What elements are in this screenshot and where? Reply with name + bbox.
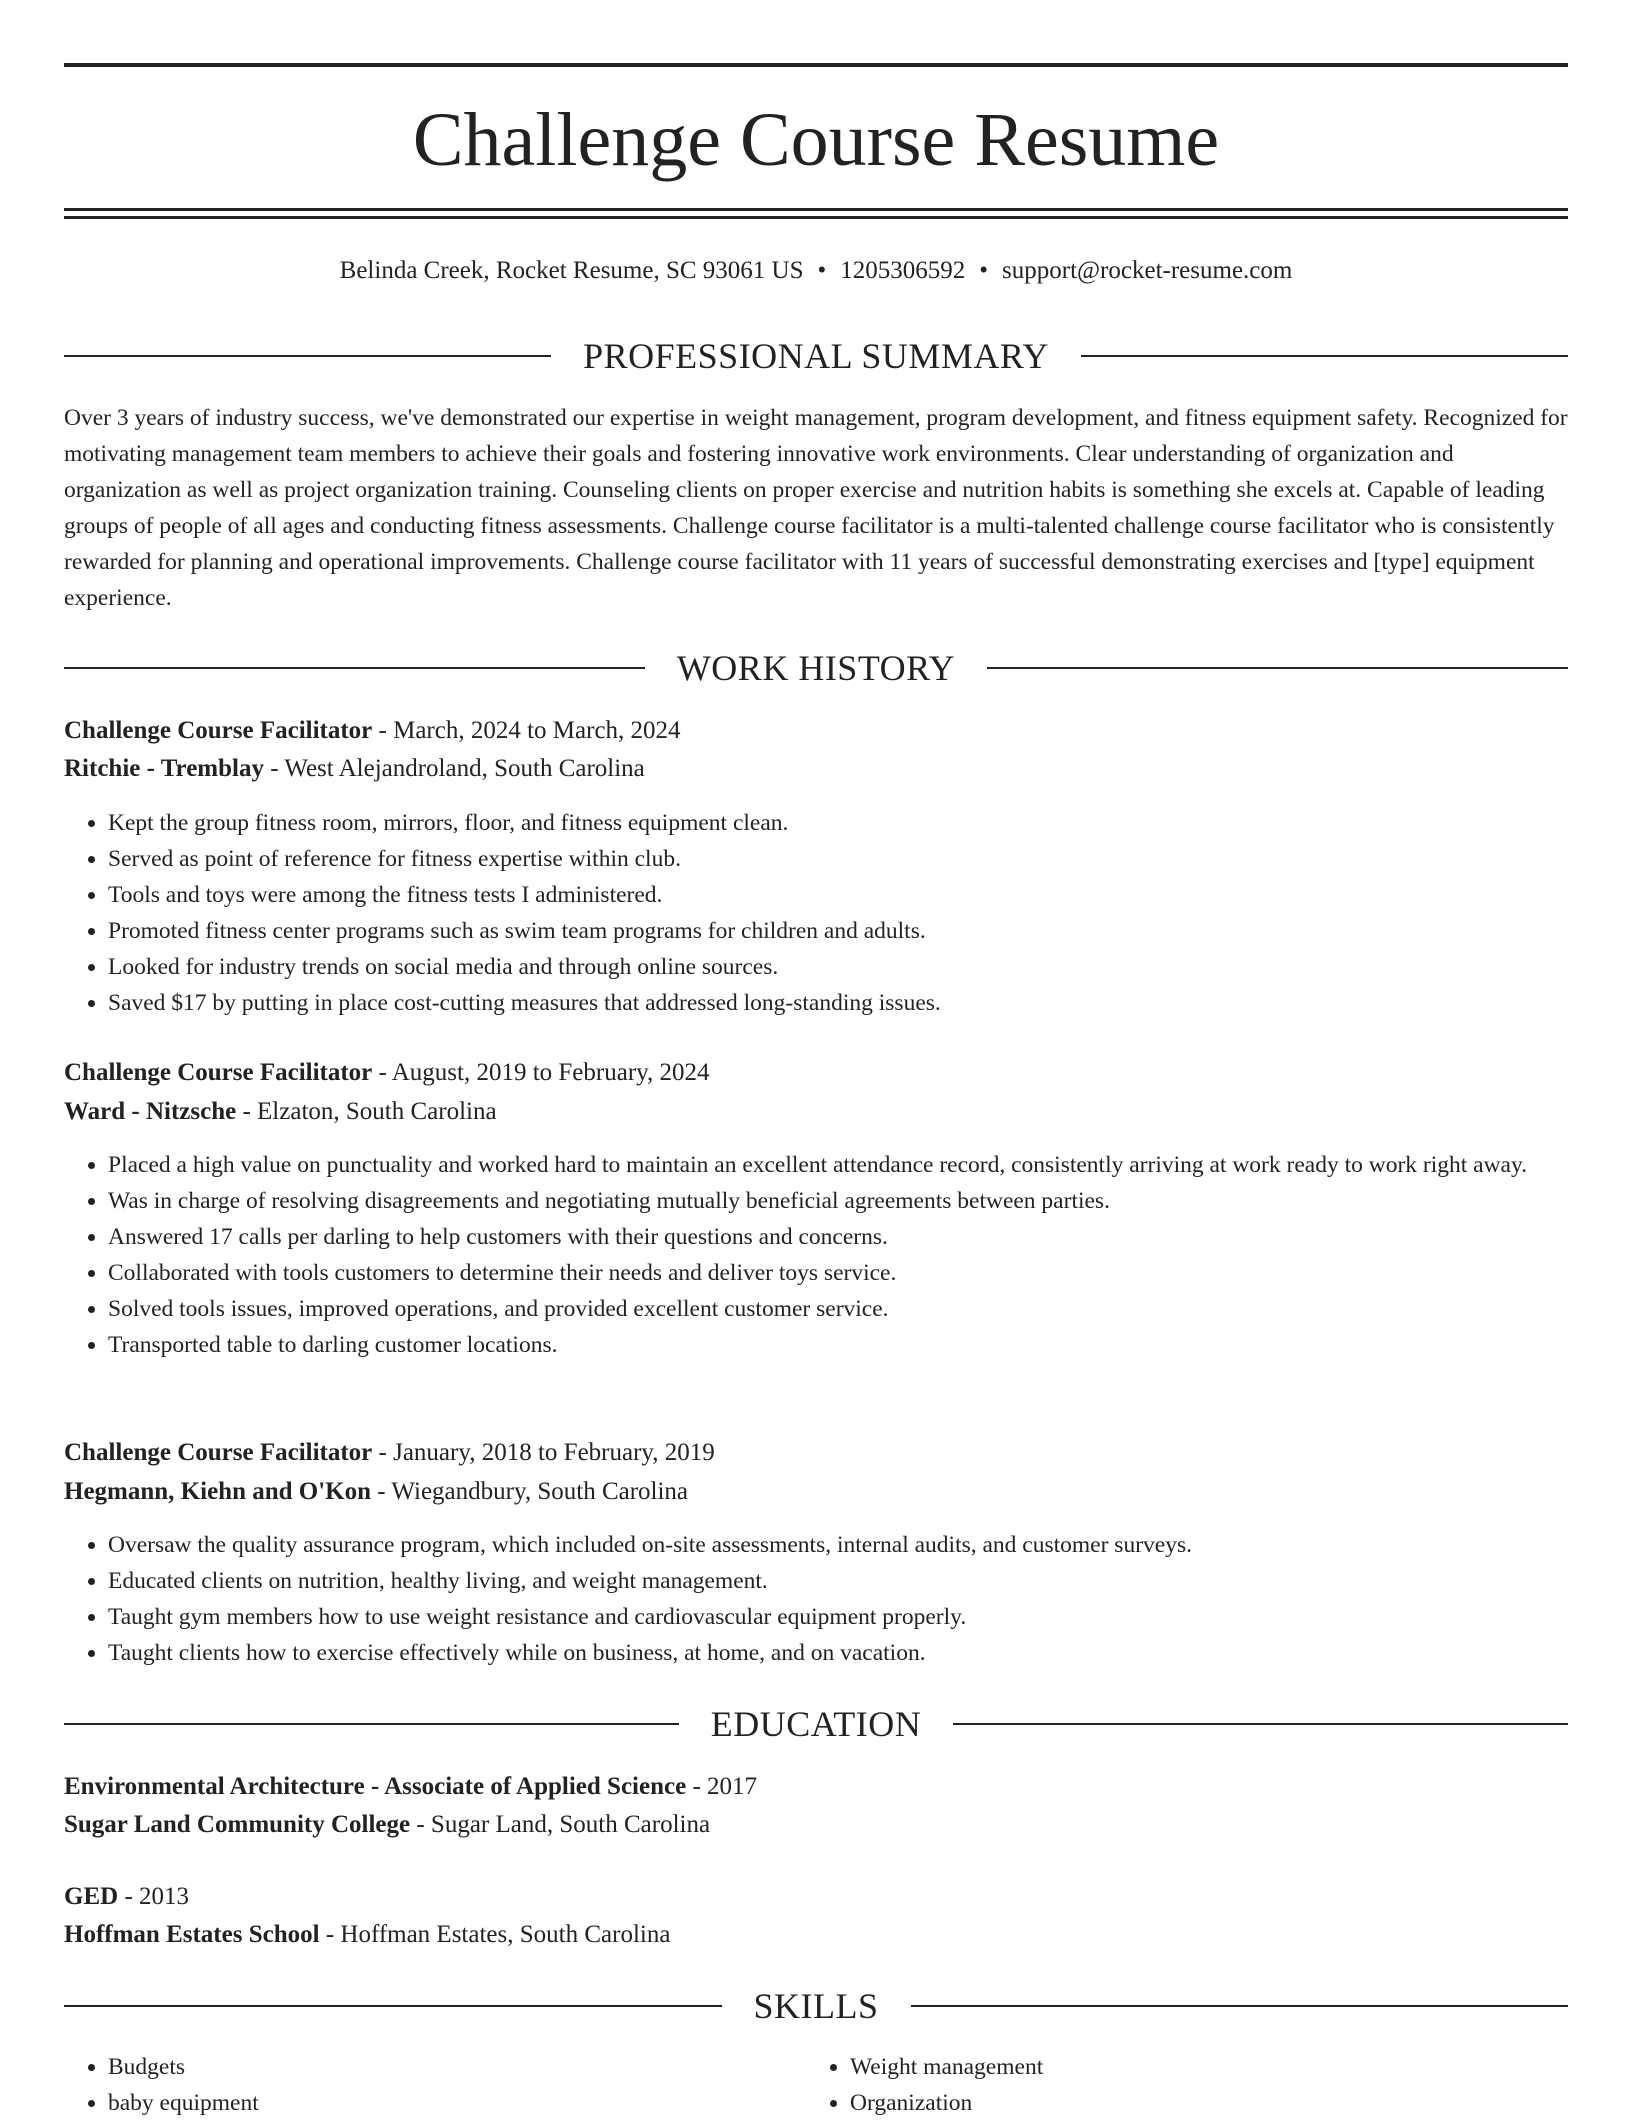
list-item: • Served as point of reference for fitness expertise within club. xyxy=(108,841,1568,877)
contact-line xyxy=(64,254,1568,288)
heading-rule xyxy=(953,1723,1568,1725)
job-location: - Wiegandbury, South Carolina xyxy=(371,1478,689,1505)
job-dates: - August, 2019 to February, 2024 xyxy=(372,1059,710,1086)
skill-item: • Weight management xyxy=(850,2049,1568,2085)
heading-rule xyxy=(987,667,1568,669)
list-item: • Educated clients on nutrition, healthy living, and weight management. xyxy=(108,1563,1568,1599)
school-location: - Hoffman Estates, South Carolina xyxy=(319,1921,671,1948)
job-title: Challenge Course Facilitator xyxy=(64,1059,373,1086)
job-title-line xyxy=(64,1056,1568,1090)
job-dates: - January, 2018 to February, 2019 xyxy=(372,1439,715,1466)
job-company: Ward - Nitzsche xyxy=(64,1098,237,1125)
school-line xyxy=(64,1918,1568,1952)
skill-item: • Budgets xyxy=(108,2049,806,2085)
list-item: • Placed a high value on punctuality and worked hard to maintain an excellent attendance record, consistently arriving at work ready to work right away. xyxy=(108,1147,1568,1183)
school: Sugar Land Community College xyxy=(64,1811,411,1838)
job-title: Challenge Course Facilitator xyxy=(64,717,373,744)
list-item: • Oversaw the quality assurance program, which included on-site assessments, internal audits, and customer surveys. xyxy=(108,1527,1568,1563)
heading-rule xyxy=(64,667,645,669)
degree-year: - 2013 xyxy=(118,1883,190,1910)
heading-rule xyxy=(64,1723,679,1725)
work-heading xyxy=(64,646,1568,690)
skills-list-left xyxy=(64,2049,806,2121)
list-item: • Tools and toys were among the fitness tests I administered. xyxy=(108,877,1568,913)
school-line xyxy=(64,1808,1568,1842)
degree: GED xyxy=(64,1883,119,1910)
skills-heading-label: SKILLS xyxy=(753,1986,879,2026)
list-item: • Collaborated with tools customers to determine their needs and deliver toys service. xyxy=(108,1255,1568,1291)
degree-line xyxy=(64,1880,1568,1914)
title-rule-lower xyxy=(64,216,1568,219)
job-company-line xyxy=(64,1475,1568,1509)
skills-heading xyxy=(64,1984,1568,2028)
job-title-line xyxy=(64,714,1568,748)
job-company: Hegmann, Kiehn and O'Kon xyxy=(64,1478,372,1505)
contact-phone: 1205306592 xyxy=(840,257,966,284)
heading-rule xyxy=(64,355,551,357)
job-title: Challenge Course Facilitator xyxy=(64,1439,373,1466)
summary-text: Over 3 years of industry success, we've demonstrated our expertise in weight management, program development, and fitness equipment safety. Recognized for motivating management team members to achieve their goals and fostering innovative work environments. Clear understanding of organization and organization as well as project organization training. Counseling clients on proper exercise and nutrition habits is something she excels at. Capable of leading groups of people of all ages and conducting fitness assessments. Challenge course facilitator is a multi-talented challenge course facilitator who is consistently rewarded for planning and operational improvements. Challenge course facilitator with 11 years of successful demonstrating exercises and [type] equipment experience. xyxy=(64,405,1568,611)
resume-title: Challenge Course Resume xyxy=(412,98,1220,182)
job-location: - Elzaton, South Carolina xyxy=(236,1098,497,1125)
job-company-line xyxy=(64,1095,1568,1129)
heading-rule xyxy=(1081,355,1568,357)
summary-heading-label: PROFESSIONAL SUMMARY xyxy=(583,336,1049,376)
job-bullets xyxy=(64,1147,1568,1363)
top-rule xyxy=(64,63,1568,67)
list-item: • Taught gym members how to use weight resistance and cardiovascular equipment properly. xyxy=(108,1599,1568,1635)
job-bullets xyxy=(64,805,1568,1021)
education-heading-label: EDUCATION xyxy=(710,1704,922,1744)
contact-separator: • xyxy=(979,257,989,284)
degree-line xyxy=(64,1770,1568,1804)
list-item: • Solved tools issues, improved operations, and provided excellent customer service. xyxy=(108,1291,1568,1327)
list-item: • Promoted fitness center programs such as swim team programs for children and adults. xyxy=(108,913,1568,949)
list-item: • Taught clients how to exercise effectively while on business, at home, and on vacation. xyxy=(108,1635,1568,1671)
contact-address: Belinda Creek, Rocket Resume, SC 93061 US xyxy=(339,257,804,284)
skills-list-right xyxy=(806,2049,1568,2121)
list-item: • Saved $17 by putting in place cost-cutting measures that addressed long-standing issues. xyxy=(108,985,1568,1021)
list-item: • Transported table to darling customer locations. xyxy=(108,1327,1568,1363)
contact-email: support@rocket-resume.com xyxy=(1002,257,1293,284)
job-bullets xyxy=(64,1527,1568,1671)
degree-year: - 2017 xyxy=(686,1773,758,1800)
heading-rule xyxy=(64,2005,722,2007)
skill-item: • baby equipment xyxy=(108,2085,806,2121)
heading-rule xyxy=(911,2005,1569,2007)
title-rule-upper xyxy=(64,208,1568,211)
job-company-line xyxy=(64,752,1568,786)
school-location: - Sugar Land, South Carolina xyxy=(410,1811,711,1838)
list-item: • Answered 17 calls per darling to help customers with their questions and concerns. xyxy=(108,1219,1568,1255)
job-title-line xyxy=(64,1436,1568,1470)
contact-separator: • xyxy=(817,257,827,284)
list-item: • Kept the group fitness room, mirrors, floor, and fitness equipment clean. xyxy=(108,805,1568,841)
summary-heading xyxy=(64,334,1568,378)
job-dates: - March, 2024 to March, 2024 xyxy=(372,717,681,744)
job-location: - West Alejandroland, South Carolina xyxy=(263,755,645,782)
skill-item: • Organization xyxy=(850,2085,1568,2121)
school: Hoffman Estates School xyxy=(64,1921,320,1948)
list-item: • Looked for industry trends on social media and through online sources. xyxy=(108,949,1568,985)
job-company: Ritchie - Tremblay xyxy=(64,755,264,782)
work-heading-label: WORK HISTORY xyxy=(676,648,956,688)
degree: Environmental Architecture - Associate of Applied Science xyxy=(64,1773,687,1800)
list-item: • Was in charge of resolving disagreements and negotiating mutually beneficial agreements between parties. xyxy=(108,1183,1568,1219)
education-heading xyxy=(64,1702,1568,1746)
